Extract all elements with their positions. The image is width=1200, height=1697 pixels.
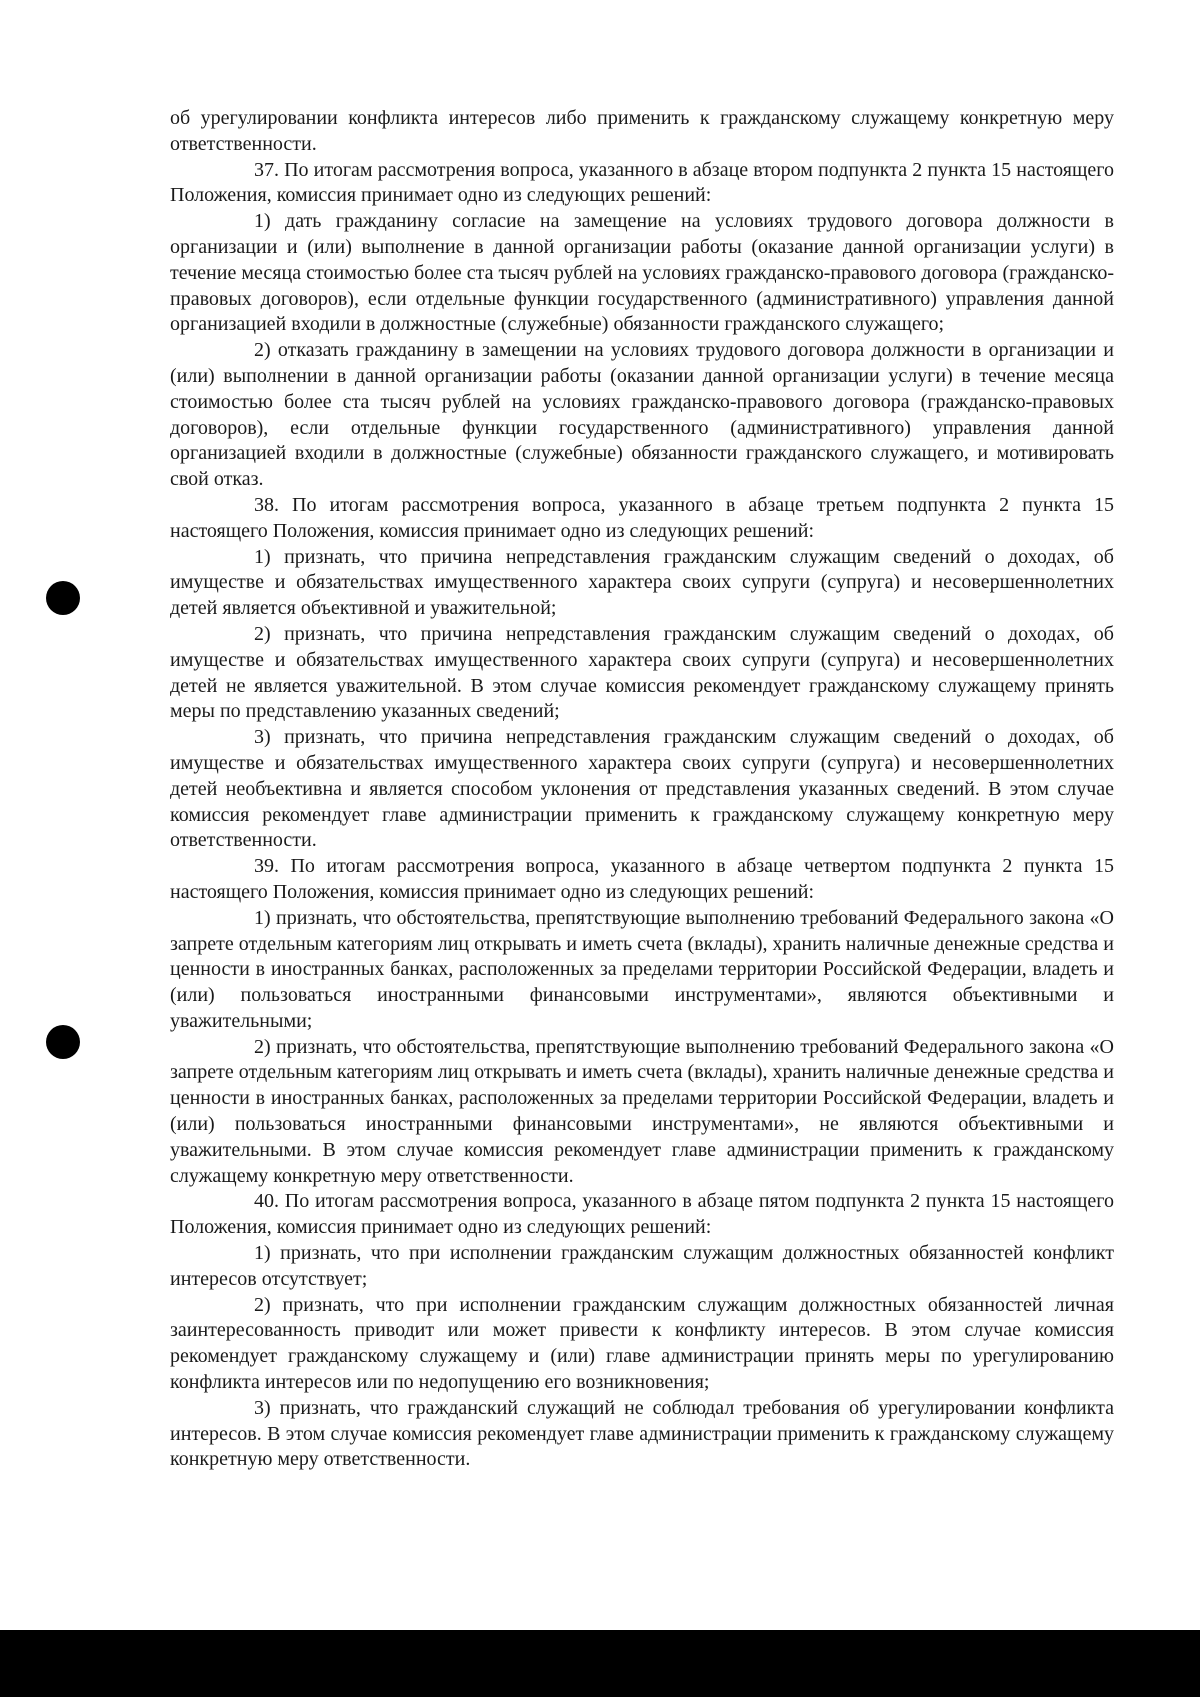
paragraph-continuation: об урегулировании конфликта интересов либо применить к гражданскому служащему конкретную меру ответственности. [170, 107, 1114, 155]
clause-37-item-1: 1) дать гражданину согласие на замещение на условиях трудового договора должности в организации и (или) выполнение в данной организации работы (оказание данной организации услуги) в течение месяца стоимостью более ста тысяч рублей на условиях гражданско-правового договора (гражданско-правовых договоров), если отдельные функции государственного (административного) управления данной организацией входили в должностные (служебные) обязанности гражданского служащего; [170, 210, 1114, 336]
clause-40-item-3: 3) признать, что гражданский служащий не соблюдал требования об урегулировании конфликта интересов. В этом случае комиссия рекомендует главе администрации применить к гражданскому служащему конкретную меру ответственности. [170, 1396, 1114, 1471]
clause-40-item-2: 2) признать, что при исполнении гражданским служащим должностных обязанностей личная заинтересованность приводит или может привести к конфликту интересов. В этом случае комиссия рекомендует гражданскому служащему и (или) главе администрации принять меры по урегулированию конфликта интересов или по недопущению его возникновения; [170, 1293, 1114, 1394]
clause-39: 39. По итогам рассмотрения вопроса, указанного в абзаце четвертом подпункта 2 пункта 15 настоящего Положения, комиссия принимает одно из следующих решений: [170, 855, 1114, 903]
clause-40: 40. По итогам рассмотрения вопроса, указанного в абзаце пятом подпункта 2 пункта 15 настоящего Положения, комиссия принимает одно из следующих решений: [170, 1190, 1114, 1239]
document-body [170, 106, 1114, 1473]
clause-38: 38. По итогам рассмотрения вопроса, указанного в абзаце третьем подпункта 2 пункта 15 настоящего Положения, комиссия принимает одно из следующих решений: [170, 493, 1114, 542]
clause-37-item-2: 2) отказать гражданину в замещении на условиях трудового договора должности в организации и (или) выполнении в данной организации работы (оказании данной организации услуги) в течение месяца стоимостью более ста тысяч рублей на условиях гражданско-правового договора (гражданско-правовых договоров), если отдельные функции государственного (административного) управления данной организацией входили в должностные (служебные) обязанности гражданского служащего, и мотивировать свой отказ. [170, 339, 1114, 491]
clause-37: 37. По итогам рассмотрения вопроса, указанного в абзаце втором подпункта 2 пункта 15 настоящего Положения, комиссия принимает одно из следующих решений: [170, 158, 1114, 207]
punch-hole-mark [46, 581, 80, 615]
clause-38-item-2: 2) признать, что причина непредставления гражданским служащим сведений о доходах, об имуществе и обязательствах имущественного характера своих супруги (супруга) и несовершеннолетних детей не является уважительной. В этом случае комиссия рекомендует гражданскому служащему принять меры по представлению указанных сведений; [170, 622, 1114, 723]
clause-40-item-1: 1) признать, что при исполнении гражданским служащим должностных обязанностей конфликт интересов отсутствует; [170, 1242, 1114, 1290]
clause-39-item-2: 2) признать, что обстоятельства, препятствующие выполнению требований Федерального закона «О запрете отдельным категориям лиц открывать и иметь счета (вклады), хранить наличные денежные средства и ценности в иностранных банках, расположенных за пределами территории Российской Федерации, владеть и (или) пользоваться иностранными финансовыми инструментами», не являются объективными и уважительными. В этом случае комиссия рекомендует главе администрации применить к гражданскому служащему конкретную меру ответственности. [170, 1035, 1114, 1187]
scan-border [0, 1630, 1200, 1697]
clause-38-item-3: 3) признать, что причина непредставления гражданским служащим сведений о доходах, об имуществе и обязательствах имущественного характера своих супруги (супруга) и несовершеннолетних детей необъективна и является способом уклонения от представления указанных сведений. В этом случае комиссия рекомендует главе администрации применить к гражданскому служащему конкретную меру ответственности. [170, 726, 1114, 852]
clause-39-item-1: 1) признать, что обстоятельства, препятствующие выполнению требований Федерального закона «О запрете отдельным категориям лиц открывать и иметь счета (вклады), хранить наличные денежные средства и ценности в иностранных банках, расположенных за пределами территории Российской Федерации, владеть и (или) пользоваться иностранными финансовыми инструментами», являются объективными и уважительными; [170, 906, 1114, 1032]
clause-38-item-1: 1) признать, что причина непредставления гражданским служащим сведений о доходах, об имуществе и обязательствах имущественного характера своих супруги (супруга) и несовершеннолетних детей является объективной и уважительной; [170, 545, 1114, 620]
punch-hole-mark [46, 1025, 80, 1059]
